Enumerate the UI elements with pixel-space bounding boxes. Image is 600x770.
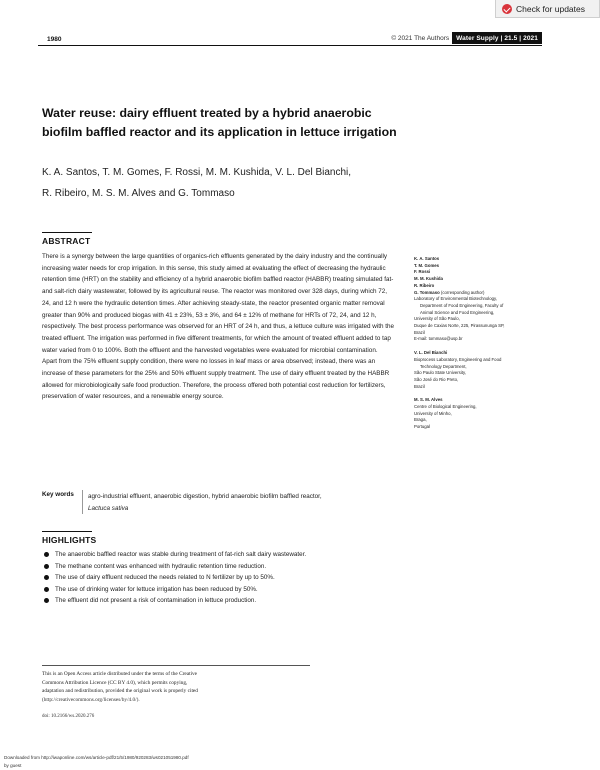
affiliation-line: University of São Paulo, <box>414 316 460 322</box>
affiliation-line: Animal Science and Food Engineering, <box>420 309 495 315</box>
affiliations-panel <box>414 256 554 431</box>
journal-label: Water Supply | 21.5 | 2021 <box>452 32 542 44</box>
affiliation-line: Bioprocess Laboratory, Engineering and Food <box>414 356 502 362</box>
highlight-item: The methane content was enhanced with hydraulic retention time reduction. <box>42 561 402 573</box>
affiliation-line: Brazil <box>414 329 425 335</box>
bullet-icon <box>44 552 49 557</box>
check-for-updates-label: Check for updates <box>516 3 585 14</box>
highlights-list <box>42 549 402 607</box>
highlight-item: The use of drinking water for lettuce irrigation has been reduced by 50%. <box>42 584 402 596</box>
highlight-item: The effluent did not present a risk of contamination in lettuce production. <box>42 595 402 607</box>
affiliation-line: University of Minho, <box>414 410 452 416</box>
copyright-text: © 2021 The Authors <box>391 35 450 42</box>
affiliation-line: Technology Department, <box>420 363 467 369</box>
bullet-icon <box>44 587 49 592</box>
affiliation-line: Centre of Biological Engineering, <box>414 404 477 410</box>
doi-text[interactable]: doi: 10.2166/ws.2020.276 <box>42 714 95 719</box>
corresponding-author: G. Tommaso (corresponding author) <box>414 289 485 295</box>
affiliation-author: T. M. Gomes <box>414 262 440 268</box>
highlight-item: The anaerobic baffled reactor was stable during treatment of fat-rich salt dairy wastewater. <box>42 549 402 561</box>
keywords-list: agro-industrial effluent, anaerobic digestion, hybrid anaerobic biofilm baffled reactor, <box>88 493 322 500</box>
author-email[interactable]: E-mail: tommaso@usp.br <box>414 336 463 342</box>
article-title: Water reuse: dairy effluent treated by a hybrid anaerobic biofilm baffled reactor and its application in lettuce irrigation <box>42 106 397 139</box>
highlight-item: The use of dairy effluent reduced the needs related to N fertilizer by up to 50%. <box>42 572 402 584</box>
affiliation-line: São José do Rio Preto, <box>414 376 459 382</box>
affiliation-author: K. A. Santos <box>414 256 440 261</box>
license-line: This is an Open Access article distributed under the terms of the Creative <box>42 671 198 677</box>
keywords-text <box>88 491 393 514</box>
affiliation-line: Portugal <box>414 424 431 430</box>
running-header <box>391 32 542 44</box>
affiliation-line: Duque de Caxias Norte, 225, Pirassununga SP, <box>414 323 505 329</box>
license-line: adaptation and redistribution, provided the original work is properly cited <box>42 688 198 695</box>
affiliation-line: Braga, <box>414 417 427 423</box>
license-link[interactable]: (http://creativecommons.org/licenses/by/4.0/). <box>42 696 140 703</box>
download-notice-guest: by guest <box>4 763 22 768</box>
footer-rule <box>42 665 310 666</box>
affiliation-author: F. Rossi <box>414 269 431 275</box>
keywords-divider <box>82 490 83 514</box>
bullet-icon <box>44 564 49 569</box>
affiliation-line: São Paulo State University, <box>414 370 466 376</box>
highlights-rule <box>42 531 92 532</box>
page-number: 1980 <box>47 36 62 43</box>
check-for-updates-badge[interactable] <box>495 0 600 18</box>
affiliation-author: V. L. Del Bianchi <box>414 350 448 356</box>
affiliation-author: M. M. Kushida <box>414 276 443 282</box>
author-list <box>42 162 392 204</box>
download-notice: Downloaded from http://iwaponline.com/ws/article-pdf/21/5/1980/920283/ws021051980.pdf <box>4 755 189 760</box>
keywords-species: Lactuca sativa <box>88 504 129 512</box>
license-line: Commons Attribution Licence (CC BY 4.0), which permits copying, <box>42 679 188 686</box>
bullet-icon <box>44 598 49 603</box>
check-update-icon <box>502 4 512 14</box>
abstract-text: There is a synergy between the large quantities of organics-rich effluents generated by the dairy industry and the continually increasing water needs for crop irrigation. In this sense, this study aimed at evaluating the effect of decreasing the hydraulic retention time (HRT) on the stability and efficiency of a hybrid anaerobic biofilm baffled reactor (HABBR) treating simulated fat- and salt-rich dairy wastewater, followed by its agricultural reuse. The reactor was monitored over 328 days, during which 72, 24, and 12 h were the hydraulic detention times. After achieving steady-state, the reactor presented organic matter removal greater than 90% and produced biogas with 41 ± 23%, 53 ± 3%, and 64 ± 12% of methane for HRTs of 72, 24, and 12 h, respectively. The best process performance was observed for an HRT of 24 h, and thus, a lettuce culture was irrigated with the treated effluent. The irrigation was performed in five different treatments, for which the amount of treated effluent added to tap water varied from 0 to 100%. Both the effluent and the harvested vegetables were evaluated for microbial contamination. Apart from the 75% effluent supply condition, there were no losses in leaf mass or area observed; instead, there was an increase of these parameters for the 25% and 50% effluent supply treatment. The use of dairy effluent treated by the HABBR allowed for microbiologically safe food production. Therefore, the process offered both potential cost reduction for fertilizers, preservation of water resources, and a renewable energy source. <box>42 253 394 401</box>
affiliation-author: R. Ribeiro <box>414 282 435 288</box>
affiliation-author: M. S. M. Alves <box>414 397 443 403</box>
license-text <box>42 670 312 704</box>
abstract-rule <box>42 232 92 233</box>
authors-line-1: K. A. Santos, T. M. Gomes, F. Rossi, M. M. Kushida, V. L. Del Bianchi, <box>42 167 352 178</box>
authors-line-2: R. Ribeiro, M. S. M. Alves and G. Tommaso <box>42 188 235 199</box>
affiliation-line: Department of Food Engineering, Faculty of <box>420 302 504 308</box>
keywords-label: Key words <box>42 491 74 498</box>
affiliation-line: Brazil <box>414 383 425 389</box>
affiliation-line: Laboratory of Environmental Biotechnology, <box>414 296 498 302</box>
highlights-heading: HIGHLIGHTS <box>42 535 97 545</box>
bullet-icon <box>44 575 49 580</box>
abstract-heading: ABSTRACT <box>42 236 91 246</box>
header-rule <box>38 45 542 46</box>
